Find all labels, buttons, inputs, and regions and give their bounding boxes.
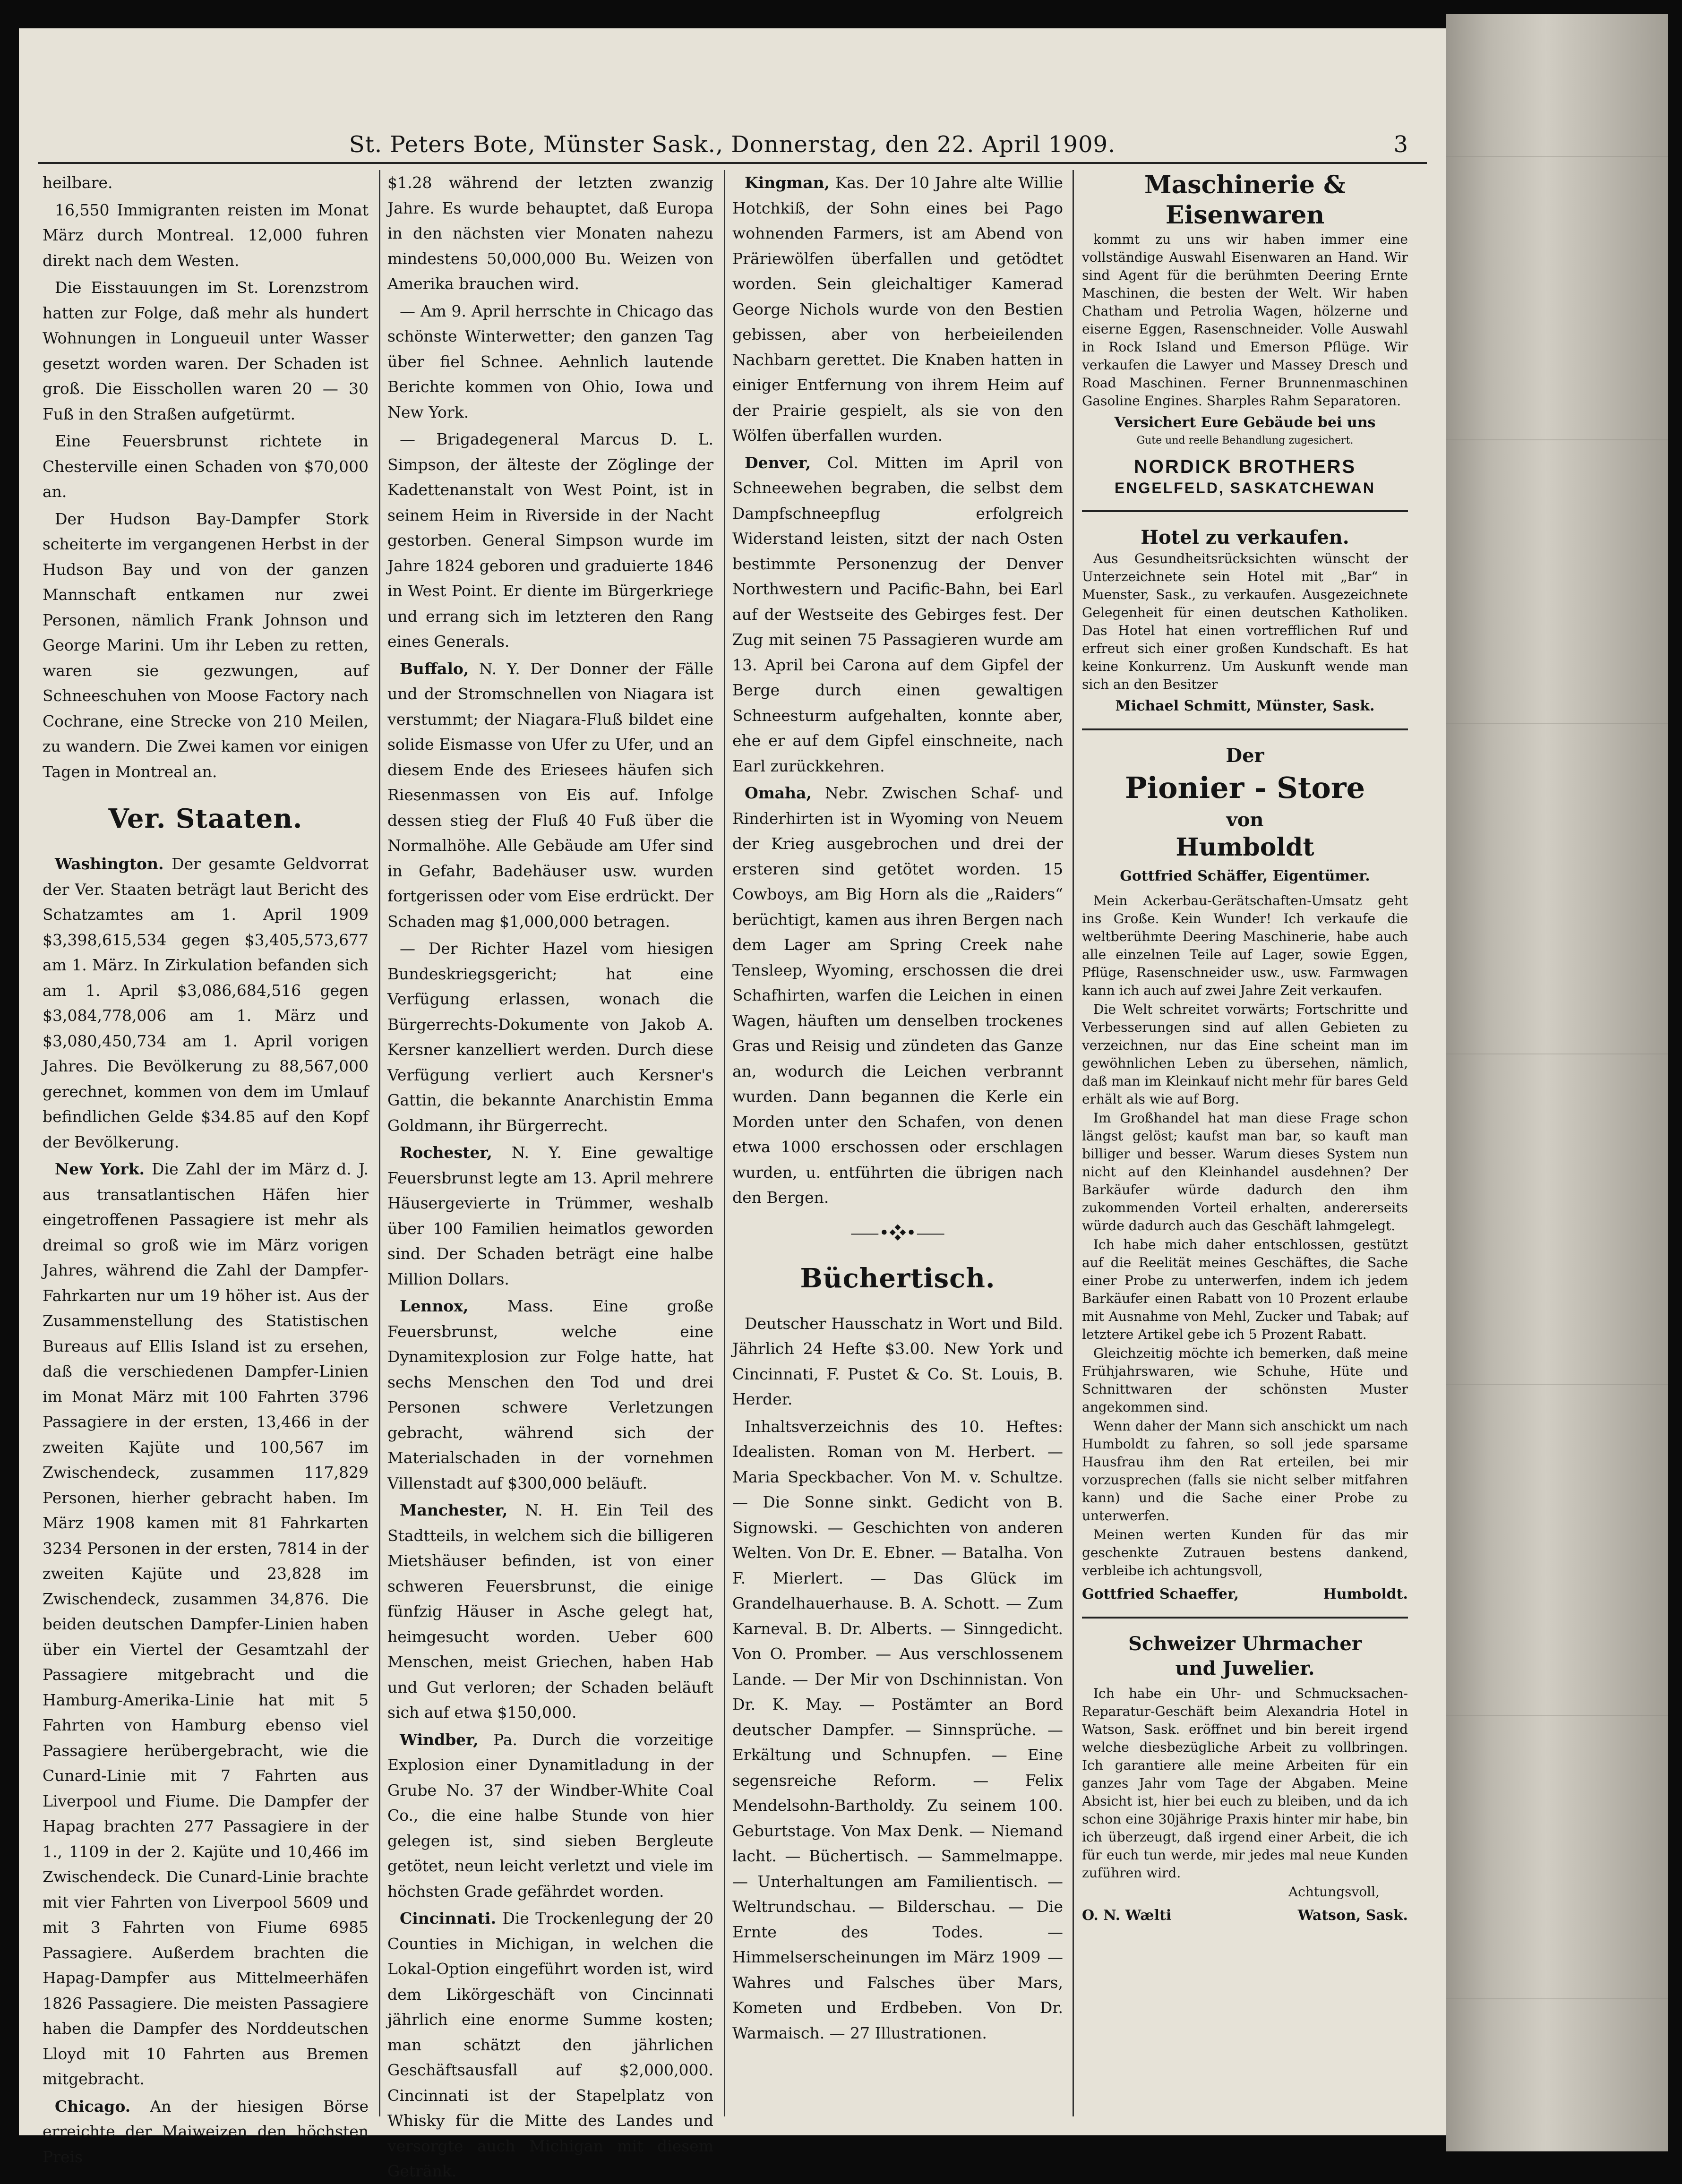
ad-signature [1082, 1907, 1408, 1925]
ad-title-store: Pionier - Store [1124, 771, 1365, 805]
ad-insure-sub: Gute und reelle Behandlung zugesichert. [1136, 435, 1354, 446]
signature-name: O. N. Wælti [1082, 1907, 1172, 1924]
article-rochester [387, 1140, 713, 1292]
article-cincinnati [387, 1906, 713, 2184]
page-header [38, 98, 1427, 158]
section-heading-buechertisch: Büchertisch. [800, 1262, 995, 1294]
dateline: Buffalo, [400, 659, 469, 678]
article-text: N. Y. Der Donner der Fälle und der Stromschnellen von Niagara ist verstummt; der Niagara-Fluß bildet eine solide Eismasse von Ufer zu Ufer, und an diesem Ende des Eriesees häufen sich Riesenmassen von Eis auf. Infolge dessen stieg der Fluß 40 Fuß über die Normalhöhe. Alle Gebäude am Ufer sind in Gefahr, Badehäuser usw. wurden fortgerissen oder vom Eise erdrückt. Der Schaden mag $1,000,000 betragen. [387, 659, 713, 931]
column-2 [387, 170, 713, 2180]
article-windber [387, 1727, 713, 1904]
ad-para: Gleichzeitig möchte ich bemerken, daß meine Frühjahrswaren, wie Schuhe, Hüte und Schnittwaren der schönsten Muster angekommen sind. [1082, 1345, 1408, 1415]
ad-title-town: Humboldt [1176, 833, 1314, 862]
article-general-simpson: — Brigadegeneral Marcus D. L. Simpson, der älteste der Zöglinge der Kadettenanstalt von West Point, ist in seinem Heim in Riverside in der Nacht gestorben. General Simpson wurde im Jahre 1824 geboren und graduierte 1846 in West Point. Er diente im Bürgerkriege und errang sich im letzteren den Rang eines Generals. [387, 430, 713, 651]
ad-para: Wenn daher der Mann sich anschickt um nach Humboldt zu fahren, so soll jede sparsame Hausfrau ihm den Rat erteilen, bei mir vorzusprechen (falls sie nicht selber mitfahren kann) und die Sache einer Probe zu unterwerfen. [1082, 1418, 1408, 1524]
ad-signature [1082, 1585, 1408, 1603]
ad-body: kommt zu uns wir haben immer eine vollständige Auswahl Eisenwaren an Hand. Wir sind Agent für die berühmten Deering Ernte Maschinen, die besten der Welt. Wir haben Chatham und Petrolia Wagen, hölzerne und eiserne Eggen, Rasenschneider. Volle Auswahl in Rock Island und Emerson Pflüge. Wir verkaufen die Lawyer und Massey Dresch und Road Maschinen. Ferner Brunnenmaschinen Gasoline Engines. Sharples Rahm Separatoren. [1082, 231, 1408, 409]
column-rule [724, 170, 725, 2116]
ad-signature: Michael Schmitt, Münster, Sask. [1115, 698, 1375, 714]
section-heading-united-states: Ver. Staaten. [108, 803, 303, 834]
article-text: An der hiesigen Börse erreichte der Maiweizen den höchsten Preis [43, 2097, 369, 2166]
ad-title-line: Der [1226, 745, 1264, 767]
article-immigrants: 16,550 Immigranten reisten im Monat März durch Montreal. 12,000 fuhren direkt nach dem Westen. [43, 200, 369, 270]
ad-title: und Juwelier. [1175, 1657, 1315, 1679]
dateline: Chicago. [55, 2097, 131, 2115]
article-denver [732, 450, 1063, 779]
article-text: Die Zahl der im März d. J. aus transatlantischen Häfen hier eingetroffenen Passagiere ist mehr als dreimal so groß wie im März vorigen Jahres, während die Zahl der Dampfer-Fahrkarten nur um 19 höher ist. Aus der Zusammenstellung des Statistischen Bureaus auf Ellis Island ist zu ersehen, daß die verschiedenen Dampfer-Linien im Monat März mit 100 Fahrten 3796 Passagiere in der ersten, 13,466 in der zweiten Kajüte und 100,567 im Zwischendeck, zusammen 117,829 Personen, hierher gebracht haben. Im März 1908 kamen mit 81 Fahrkarten 3234 Personen in der ersten, 7814 in der zweiten Kajüte und 23,828 im Zwischendeck, zusammen 34,876. Die beiden deutschen Dampfer-Linien haben über ein Viertel der Gesamtzahl der Passagiere mitgebracht und die Hamburg-Amerika-Linie hat mit 5 Fahrten von Hamburg ebenso viel Passagiere herübergebracht, wie die Cunard-Linie mit 7 Fahrten aus Liverpool und Fiume. Die Dampfer der Hapag brachten 277 Passagiere in der 1., 1109 in der 2. Kajüte und 10,466 im Zwischendeck. Die Cunard-Linie brachte mit vier Fahrten von Liverpool 5609 und mit 3 Fahrten von Fiume 6985 Passagiere. Außerdem brachten die Hapag-Dampfer aus Mittelmeerhäfen 1826 Passagiere. Die meisten Passagiere haben die Dampfer des Norddeutschen Lloyd mit 10 Fahrten aus Bremen mitgebracht. [43, 1160, 369, 2088]
page-number: 3 [1393, 131, 1408, 158]
column-rule [1073, 170, 1074, 2116]
ad-divider [1082, 1617, 1408, 1619]
dateline: New York. [55, 1160, 145, 1178]
article-lennox [387, 1293, 713, 1496]
article-chicago [43, 2094, 369, 2170]
article-hudson-bay: Der Hudson Bay-Dampfer Stork scheiterte im vergangenen Herbst in der Hudson Bay und von der ganzen Mannschaft entkamen nur zwei Personen, nämlich Frank Johnson und George Marini. Um ihr Leben zu retten, waren sie gezwungen, auf Schneeschuhen von Moose Factory nach Cochrane, eine Strecke von 210 Meilen, zu wandern. Die Zwei kamen vor einigen Tagen in Montreal an. [43, 509, 369, 781]
article-text: N. Y. Eine gewaltige Feuersbrunst legte am 13. April mehrere Häusergevierte in Trümmer, weshalb über 100 Familien heimatlos geworden sind. Der Schaden beträgt eine halbe Million Dollars. [387, 1143, 713, 1288]
article-new-york [43, 1156, 369, 2092]
ad-company-place: ENGELFELD, SASKATCHEWAN [1115, 480, 1375, 497]
signature-name: Gottfried Schaeffer, [1082, 1586, 1239, 1602]
ad-insure: Versichert Eure Gebäude bei uns [1114, 414, 1376, 431]
dateline: Kingman, [745, 173, 830, 192]
ad-company-name: NORDICK BROTHERS [1133, 456, 1356, 477]
article-text: Die Trockenlegung der 20 Counties in Michigan, in welchen die Lokal-Option eingeführt worden ist, wird dem Likörgeschäft von Cincinnati jährlich eine enorme Summe kosten; man schätzt den jährlichen Geschäftsausfall auf $2,000,000. Cincinnati ist der Stapelplatz von Whisky für die Mitte des Landes und versorgte auch Michigan mit diesem Getränk. [387, 1909, 713, 2180]
ad-hotel-for-sale [1082, 525, 1408, 715]
dateline: Rochester, [400, 1143, 492, 1162]
ad-body: Aus Gesundheitsrücksichten wünscht der Unterzeichnete sein Hotel mit „Bar“ in Muenster, Sask., zu verkaufen. Ausgezeichnete Gelegenheit für einen deutschen Katholiken. Das Hotel hat einen vortrefflichen Ruf und erfreut sich einer großen Kundschaft. Es hat keine Konkurrenz. Um Auskunft wende man sich an den Besitzer [1082, 551, 1408, 692]
signature-place: Watson, Sask. [1297, 1907, 1408, 1924]
dateline: Washington. [55, 855, 164, 873]
dateline: Denver, [745, 453, 811, 472]
article-fire-chesterville: Eine Feuersbrunst richtete in Chesterville einen Schaden von $70,000 an. [43, 432, 369, 501]
columns [43, 170, 1413, 2180]
column-rule [379, 170, 380, 2116]
column-1 [43, 170, 369, 2166]
ad-close: Achtungsvoll, [1288, 1884, 1380, 1900]
article-kingman [732, 170, 1063, 448]
article-washington [43, 851, 369, 1155]
article-text: Der gesamte Geldvorrat der Ver. Staaten beträgt laut Bericht des Schatzamtes am 1. April 1909 $3,398,615,534 gegen $3,405,573,677 am 1. März. In Zirkulation befanden sich am 1. April $3,086,684,516 gegen $3,084,778,006 am 1. März und $3,080,450,734 am 1. April vorigen Jahres. Die Bevölkerung zu 88,567,000 gerechnet, kommen von dem im Umlauf befindlichen Gelde $34.85 auf den Kopf der Bevölkerung. [43, 855, 369, 1151]
article-manchester [387, 1498, 713, 1725]
ornament-divider: ⸺•❖•⸺ [850, 1223, 945, 1243]
article-continued: $1.28 während der letzten zwanzig Jahre. Es wurde behauptet, daß Europa in den nächsten vier Monaten nahezu mindestens 50,000,000 Bu. Weizen von Amerika brauchen wird. [387, 173, 713, 293]
article-text: Pa. Durch die vorzeitige Explosion einer Dynamitladung in der Grube No. 37 der Windber-White Coal Co., die eine halbe Stunde von hier gelegen ist, sind sieben Bergleute getötet, neun leicht verletzt und viele im höchsten Grade gefährdet worden. [387, 1730, 713, 1901]
ad-para: Mein Ackerbau-Gerätschaften-Umsatz geht ins Große. Kein Wunder! Ich verkaufe die weltberühmte Deering Maschinerie, habe auch alle einzelnen Teile auf Lager, sowie Eggen, Pflüge, Rasenschneider usw., usw. Farmwagen kann ich auch auf zwei Jahre Zeit verkaufen. [1082, 893, 1408, 998]
book-contents: Inhaltsverzeichnis des 10. Heftes: Idealisten. Roman von M. Herbert. — Maria Speckbacher. Von M. v. Schultze. — Die Sonne sinkt. Gedicht von B. Signowski. — Geschichten von anderen Welten. Von Dr. E. Ebner. — Batalha. Von F. Mierlert. — Das Glück im Grandelhauerhause. B. A. Schott. — Zum Karneval. B. Dr. Alberts. — Sinngedicht. Von O. Promber. — Aus verschlossenem Lande. — Der Mir von Dschinnistan. Von Dr. K. May. — Postämter an Bord deutscher Dampfer. — Sinnsprüche. — Erkältung und Schnupfen. — Eine segensreiche Reform. — Felix Mendelsohn-Bartholdy. Zu seinem 100. Geburtstage. Von Max Denk. — Niemand lacht. — Büchertisch. — Sammelmappe. — Unterhaltungen am Familientisch. — Weltrundschau. — Bilderschau. — Die Ernte des Todes. — Himmelserscheinungen im März 1909 — Wahres und Falsches über Mars, Kometen und Erdbeben. Von Dr. Warmaisch. — 27 Illustrationen. [732, 1417, 1063, 2042]
ad-title-line: von [1226, 809, 1264, 831]
article-text: Nebr. Zwischen Schaf- und Rinderhirten ist in Wyoming von Neuem der Krieg ausgebrochen und drei der ersteren sind getötet worden. 15 Cowboys, am Big Horn als die „Raiders“ berüchtigt, kamen aus ihren Bergen nach dem Lager am Spring Creek nahe Tensleep, Wyoming, erschossen die drei Schafhirten, warfen die Leichen in einen Wagen, häuften um denselben trockenes Gras und Reisig und zündeten das Ganze an, wodurch die Leichen verbrannt wurden. Dann begannen die Kerle ein Morden unter den Schafen, von denen etwa 1000 erschossen oder erschlagen wurden, u. entführten die übrigen nach den Bergen. [732, 784, 1064, 1207]
ad-para: Ich habe mich daher entschlossen, gestützt auf die Reelität meines Geschäftes, die Sache einer Probe zu unterwerfen, indem ich jedem Barkäufer einen Rabatt von 10 Prozent erlaube mit Ausnahme von Mehl, Zucker und Tabak; auf letztere Artikel gebe ich 5 Prozent Rabatt. [1082, 1237, 1408, 1342]
article-text: Kas. Der 10 Jahre alte Willie Hotchkiß, der Sohn eines bei Pago wohnenden Farmers, ist am Abend von Präriewölfen überfallen und getödtet worden. Sein gleichaltiger Kamerad George Nichols wurde von den Bestien gebissen, aber von herbeieilenden Nachbarn gerettet. Die Knaben hatten in einiger Entfernung von ihrem Heim auf der Prairie gespielt, als sie von den Wölfen überfallen wurden. [732, 173, 1063, 445]
article-omaha [732, 780, 1063, 1210]
dateline: Omaha, [745, 784, 812, 802]
book-listing: Deutscher Hausschatz in Wort und Bild. Jährlich 24 Hefte $3.00. New York und Cincinnati, F. Pustet & Co. St. Louis, B. Herder. [732, 1314, 1063, 1408]
dateline: Lennox, [400, 1297, 469, 1315]
article-text: Col. Mitten im April von Schneewehen begraben, die selbst dem Dampfschneepflug erfolgreich Widerstand leisten, sitzt der nach Osten bestimmte Personenzug der Denver Northwestern und Pacific-Bahn, bei Earl auf der Westseite des Gebirges fest. Der Zug mit seinen 75 Passagieren wurde am 13. April bei Carona auf dem Gipfel der Berge durch einen gewaltigen Schneesturm aufgehalten, konnte aber, ehe er auf dem Gipfel einschneite, nach Earl zurückkehren. [732, 453, 1063, 775]
ad-owner: Gottfried Schäffer, Eigentümer. [1120, 868, 1370, 884]
ad-title: Maschinerie & Eisenwaren [1144, 171, 1346, 230]
article-judge-hazel: — Der Richter Hazel vom hiesigen Bundeskriegsgericht; hat eine Verfügung erlassen, wonach die Bürgerrechts-Dokumente von Jakob A. Kersner kanzelliert werden. Durch diese Verfügung verliert auch Kersner's Gattin, die bekannte Anarchistin Emma Goldmann, ihr Bürgerrecht. [387, 939, 713, 1135]
article-text: N. H. Ein Teil des Stadtteils, in welchem sich die billigeren Mietshäuser befinden, ist von einer schweren Feuersbrunst, die einige fünfzig Häuser in Asche gelegt hat, heimgesucht worden. Ueber 600 Menschen, meist Griechen, haben Hab und Gut verloren; der Schaden beläuft sich auf etwa $150,000. [387, 1501, 713, 1722]
ad-para: Meinen werten Kunden für das mir geschenkte Zutrauen bestens dankend, verbleibe ich achtungsvoll, [1082, 1527, 1408, 1578]
article-buffalo [387, 656, 713, 934]
article-text: Mass. Eine große Feuersbrunst, welche eine Dynamitexplosion zur Folge hatte, hat sechs Menschen den Tod und drei Personen schwere Verletzungen gebracht, während sich der Materialschaden in der vornehmen Villenstadt auf $300,000 beläuft. [387, 1297, 713, 1492]
ad-divider [1082, 728, 1408, 730]
dateline: Windber, [400, 1730, 479, 1749]
masthead-line: St. Peters Bote, Münster Sask., Donnerstag, den 22. April 1909. [349, 131, 1116, 158]
ad-body: Ich habe ein Uhr- und Schmucksachen-Reparatur-Geschäft beim Alexandria Hotel in Watson, Sask. eröffnet und bin bereit irgend welche diesbezügliche Arbeit zu vollbringen. Ich garantiere alle meine Arbeiten für ein ganzes Jahr vom Tage der Abgaben. Meine Absicht ist, hier bei euch zu bleiben, und da ich schon eine 30jährige Praxis hinter mir habe, bin ich überzeugt, daß irgend einer Arbeit, die ich für euch tun werde, mir jedes mal neue Kunden zuführen wird. [1082, 1686, 1408, 1881]
ad-title: Hotel zu verkaufen. [1141, 526, 1349, 548]
ad-nordick-brothers [1082, 170, 1408, 497]
ad-pionier-store [1082, 744, 1408, 1603]
signature-place: Humboldt. [1323, 1586, 1408, 1602]
ad-swiss-watchmaker [1082, 1632, 1408, 1925]
book-binding-edge [1446, 14, 1668, 2151]
dateline: Cincinnati. [400, 1909, 497, 1927]
header-rule [38, 162, 1427, 164]
ad-para: Die Welt schreitet vorwärts; Fortschritte und Verbesserungen sind auf allen Gebieten zu verzeichnen, nur das Eine scheint man im gewöhnlichen Leben zu übersehen, nämlich, daß man im Kleinkauf nicht mehr für bares Geld erhält als wie auf Borg. [1082, 1002, 1408, 1107]
ad-title: Schweizer Uhrmacher [1128, 1633, 1362, 1655]
article-continued: heilbare. [43, 173, 113, 192]
column-4-ads [1082, 170, 1408, 2116]
ad-divider [1082, 510, 1408, 512]
article-winter-weather: — Am 9. April herrschte in Chicago das schönste Winterwetter; den ganzen Tag über fiel Schnee. Aehnlich lautende Berichte kommen von Ohio, Iowa und New York. [387, 301, 713, 421]
newspaper-page [19, 28, 1446, 2180]
article-ice-jams: Die Eisstauungen im St. Lorenzstrom hatten zur Folge, daß mehr als hundert Wohnungen in Longueuil unter Wasser gesetzt worden waren. Der Schaden ist groß. Die Eisschollen waren 20 — 30 Fuß in den Straßen aufgetürmt. [43, 278, 369, 423]
ad-para: Im Großhandel hat man diese Frage schon längst gelöst; kaufst man bar, so kauft man billiger und besser. Warum dieses System nun nicht auf den Kleinhandel ausdehnen? Der Barkäufer würde dadurch den ihm zukommenden Vorteil erhalten, andererseits würde dadurch auch das Geschäft lahmgelegt. [1082, 1110, 1408, 1233]
dateline: Manchester, [400, 1501, 508, 1519]
column-3 [732, 170, 1063, 2116]
